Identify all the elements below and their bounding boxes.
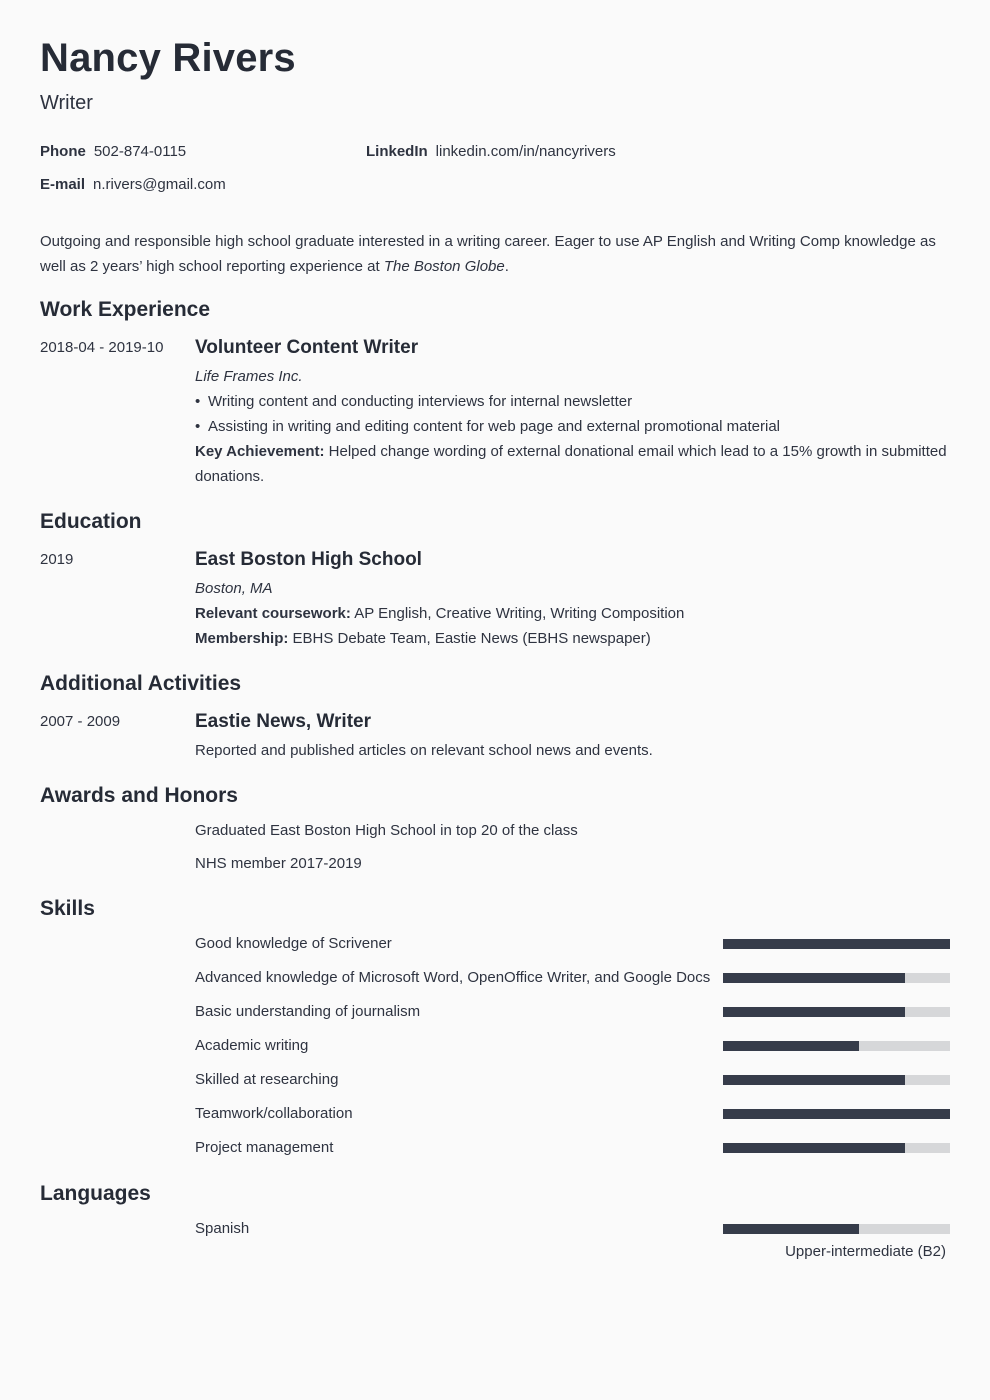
language-label: Spanish — [195, 1220, 250, 1237]
bullet-icon: • — [195, 393, 201, 410]
contact-phone — [40, 143, 186, 160]
skill-label: Project management — [195, 1139, 334, 1156]
skill-bar — [723, 1075, 950, 1085]
skill-bar-fill — [723, 1143, 905, 1153]
summary-text: Outgoing and responsible high school graduate interested in a writing career. Eager to use AP English and Writing Comp knowledge as well as 2 years’ high school reporting experience at — [40, 233, 936, 275]
work-role: Volunteer Content Writer — [195, 337, 419, 358]
skill-label: Academic writing — [195, 1037, 309, 1054]
email-label: E-mail — [40, 176, 86, 193]
coursework-label: Relevant coursework: — [195, 605, 351, 622]
education-location: Boston, MA — [195, 580, 273, 597]
language-bar — [723, 1224, 950, 1234]
award-item: NHS member 2017-2019 — [195, 855, 362, 872]
skill-bar-fill — [723, 1007, 905, 1017]
language-level-text: Upper-intermediate (B2) — [785, 1243, 946, 1260]
skill-bar — [723, 973, 950, 983]
activity-title: Eastie News, Writer — [195, 711, 372, 732]
phone-label: Phone — [40, 143, 86, 160]
contact-email — [40, 176, 226, 193]
linkedin-value: linkedin.com/in/nancyrivers — [435, 143, 616, 160]
skill-label: Skilled at researching — [195, 1071, 339, 1088]
skill-bar-fill — [723, 1041, 859, 1051]
bullet-icon: • — [195, 418, 201, 435]
education-school: East Boston High School — [195, 549, 422, 570]
candidate-name: Nancy Rivers — [40, 36, 296, 80]
section-title-education: Education — [40, 510, 142, 533]
membership-text: EBHS Debate Team, Eastie News (EBHS newspaper) — [292, 630, 651, 647]
skill-bar-fill — [723, 973, 905, 983]
section-title-skills: Skills — [40, 897, 95, 920]
skill-bar — [723, 939, 950, 949]
work-bullet — [195, 389, 955, 414]
language-bar-fill — [723, 1224, 859, 1234]
summary-end: . — [504, 258, 509, 275]
candidate-title: Writer — [40, 92, 93, 114]
skill-bar-fill — [723, 939, 950, 949]
skill-bar-fill — [723, 1109, 950, 1119]
section-title-activities: Additional Activities — [40, 672, 242, 695]
section-title-languages: Languages — [40, 1182, 151, 1205]
summary-publication: The Boston Globe — [383, 258, 505, 275]
skill-bar — [723, 1041, 950, 1051]
skill-bar — [723, 1143, 950, 1153]
award-item: Graduated East Boston High School in top 20 of the class — [195, 822, 578, 839]
skill-bar-fill — [723, 1075, 905, 1085]
section-title-work: Work Experience — [40, 298, 211, 321]
email-value: n.rivers@gmail.com — [93, 176, 226, 193]
contact-linkedin — [366, 143, 616, 160]
education-date: 2019 — [40, 551, 74, 568]
summary — [40, 229, 950, 279]
section-title-awards: Awards and Honors — [40, 784, 238, 807]
achievement-text: Helped change wording of external donational email which lead to a 15% growth in submitted donations. — [195, 443, 947, 485]
coursework-text: AP English, Creative Writing, Writing Composition — [354, 605, 685, 622]
work-bullet-text: Assisting in writing and editing content for web page and external promotional material — [208, 418, 780, 435]
skill-label: Good knowledge of Scrivener — [195, 935, 392, 952]
skill-bar — [723, 1007, 950, 1017]
skill-label: Advanced knowledge of Microsoft Word, OpenOffice Writer, and Google Docs — [195, 969, 711, 986]
work-achievement — [195, 439, 955, 489]
skill-label: Teamwork/collaboration — [195, 1105, 353, 1122]
linkedin-label: LinkedIn — [366, 143, 428, 160]
activity-date: 2007 - 2009 — [40, 713, 121, 730]
skill-label: Basic understanding of journalism — [195, 1003, 421, 1020]
education-coursework — [195, 601, 955, 626]
work-bullet — [195, 414, 955, 439]
activity-description: Reported and published articles on relevant school news and events. — [195, 742, 653, 759]
education-membership — [195, 626, 955, 651]
achievement-label: Key Achievement: — [195, 443, 325, 460]
work-date: 2018-04 - 2019-10 — [40, 339, 164, 356]
phone-value: 502-874-0115 — [93, 143, 187, 160]
work-bullet-text: Writing content and conducting interviews for internal newsletter — [208, 393, 633, 410]
work-company: Life Frames Inc. — [195, 368, 303, 385]
membership-label: Membership: — [195, 630, 289, 647]
skill-bar — [723, 1109, 950, 1119]
